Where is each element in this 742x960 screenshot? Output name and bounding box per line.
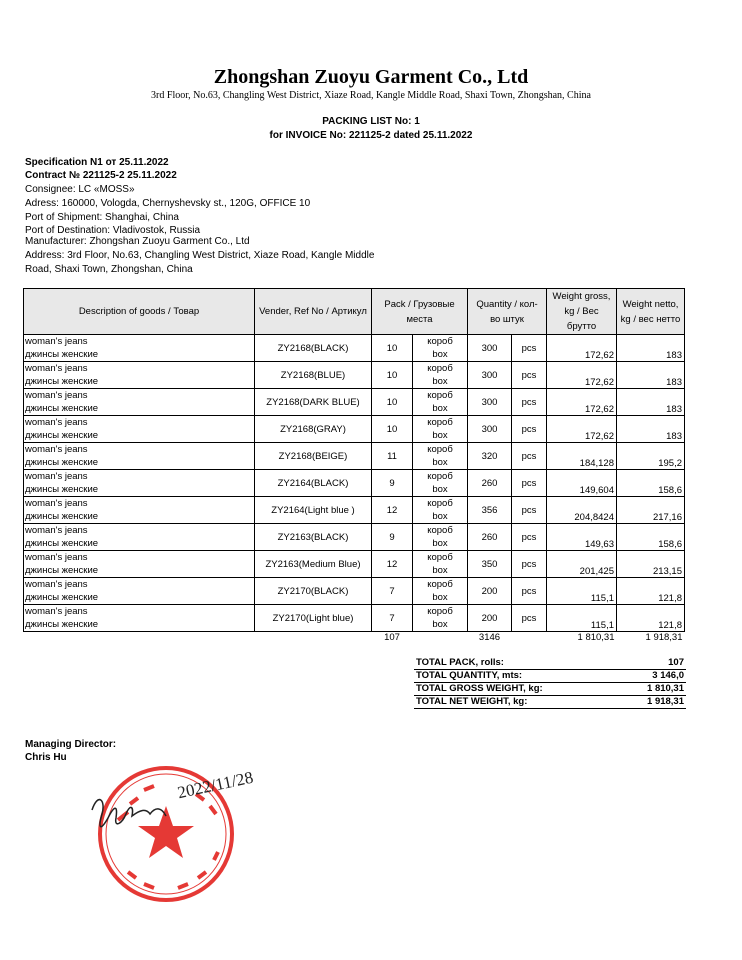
item-pack-unit: короб box — [413, 443, 468, 470]
item-ref: ZY2164(Light blue ) — [255, 497, 372, 524]
header-description: Description of goods / Товар — [24, 289, 255, 335]
item-pack: 11 — [372, 443, 413, 470]
item-weight-net: 183 — [617, 335, 685, 362]
item-quantity-unit: pcs — [512, 497, 547, 524]
item-quantity: 300 — [468, 416, 512, 443]
item-weight-net: 217,16 — [617, 497, 685, 524]
consignee: Consignee: LC «MOSS» — [25, 184, 135, 195]
total-pack: 107 — [384, 632, 400, 643]
item-description: woman's jeans джинсы женские — [24, 524, 255, 551]
item-weight-gross: 201,425 — [547, 551, 617, 578]
manufacturer: Manufacturer: Zhongshan Zuoyu Garment Co., Ltd — [25, 236, 250, 247]
item-ref: ZY2170(BLACK) — [255, 578, 372, 605]
item-pack-unit: короб box — [413, 362, 468, 389]
header-quantity: Quantity / кол- во штук — [468, 289, 547, 335]
item-quantity: 260 — [468, 470, 512, 497]
item-weight-gross: 172,62 — [547, 362, 617, 389]
item-pack: 9 — [372, 524, 413, 551]
item-description: woman's jeans джинсы женские — [24, 416, 255, 443]
summary-label: TOTAL PACK, rolls: — [414, 657, 621, 670]
port-of-destination: Port of Destination: Vladivostok, Russia — [25, 225, 201, 236]
table-row — [24, 335, 685, 362]
item-weight-net: 195,2 — [617, 443, 685, 470]
summary-row — [414, 670, 686, 683]
item-quantity: 320 — [468, 443, 512, 470]
item-pack-unit: короб box — [413, 578, 468, 605]
company-name: Zhongshan Zuoyu Garment Co., Ltd — [213, 66, 529, 88]
item-quantity: 200 — [468, 605, 512, 632]
item-ref: ZY2168(BEIGE) — [255, 443, 372, 470]
manufacturer-address-line2: Road, Shaxi Town, Zhongshan, China — [25, 264, 193, 275]
company-address: 3rd Floor, No.63, Changling West District, Xiaze Road, Kangle Middle Road, Shaxi Town, Zhongshan, China — [151, 90, 591, 101]
item-quantity: 300 — [468, 335, 512, 362]
item-quantity-unit: pcs — [512, 389, 547, 416]
item-pack: 12 — [372, 551, 413, 578]
item-quantity-unit: pcs — [512, 335, 547, 362]
item-weight-gross: 149,63 — [547, 524, 617, 551]
table-row — [24, 443, 685, 470]
manufacturer-address-line1: Address: 3rd Floor, No.63, Changling West District, Xiaze Road, Kangle Middle — [25, 250, 375, 261]
item-description: woman's jeans джинсы женские — [24, 362, 255, 389]
totals-row — [24, 632, 685, 647]
item-weight-gross: 172,62 — [547, 335, 617, 362]
item-description: woman's jeans джинсы женские — [24, 497, 255, 524]
port-of-shipment: Port of Shipment: Shanghai, China — [25, 212, 179, 223]
item-ref: ZY2164(BLACK) — [255, 470, 372, 497]
item-weight-net: 183 — [617, 362, 685, 389]
item-quantity-unit: pcs — [512, 578, 547, 605]
item-weight-gross: 115,1 — [547, 578, 617, 605]
item-weight-gross: 204,8424 — [547, 497, 617, 524]
specification: Specification N1 от 25.11.2022 — [25, 157, 169, 168]
item-quantity: 300 — [468, 362, 512, 389]
contract: Contract № 221125-2 25.11.2022 — [25, 170, 177, 181]
item-pack-unit: короб box — [413, 605, 468, 632]
summary-row — [414, 657, 686, 670]
table-row — [24, 605, 685, 632]
item-pack-unit: короб box — [413, 497, 468, 524]
table-header-row — [24, 289, 685, 335]
item-quantity: 350 — [468, 551, 512, 578]
summary-value: 1 810,31 — [621, 683, 686, 696]
item-weight-net: 121,8 — [617, 605, 685, 632]
item-weight-net: 183 — [617, 416, 685, 443]
item-weight-net: 183 — [617, 389, 685, 416]
signature-date: 2022/11/28 — [175, 767, 255, 803]
item-pack-unit: короб box — [413, 416, 468, 443]
table-row — [24, 470, 685, 497]
item-ref: ZY2163(BLACK) — [255, 524, 372, 551]
item-pack-unit: короб box — [413, 551, 468, 578]
signatory-name: Chris Hu — [25, 752, 67, 763]
item-pack-unit: короб box — [413, 470, 468, 497]
goods-table — [23, 288, 685, 646]
item-pack-unit: короб box — [413, 524, 468, 551]
item-weight-gross: 184,128 — [547, 443, 617, 470]
company-stamp — [78, 760, 278, 910]
item-weight-net: 213,15 — [617, 551, 685, 578]
table-row — [24, 389, 685, 416]
item-ref: ZY2168(BLUE) — [255, 362, 372, 389]
item-ref: ZY2170(Light blue) — [255, 605, 372, 632]
item-quantity-unit: pcs — [512, 524, 547, 551]
item-weight-gross: 149,604 — [547, 470, 617, 497]
item-quantity-unit: pcs — [512, 416, 547, 443]
item-quantity: 260 — [468, 524, 512, 551]
summary-row — [414, 683, 686, 696]
summary-label: TOTAL QUANTITY, mts: — [414, 670, 621, 683]
item-description: woman's jeans джинсы женские — [24, 470, 255, 497]
table-row — [24, 578, 685, 605]
summary-value: 107 — [621, 657, 686, 670]
table-row — [24, 524, 685, 551]
summary-value: 3 146,0 — [621, 670, 686, 683]
item-weight-gross: 172,62 — [547, 416, 617, 443]
item-ref: ZY2168(BLACK) — [255, 335, 372, 362]
item-description: woman's jeans джинсы женские — [24, 578, 255, 605]
item-quantity: 300 — [468, 389, 512, 416]
summary-value: 1 918,31 — [621, 696, 686, 709]
item-ref: ZY2163(Medium Blue) — [255, 551, 372, 578]
item-quantity-unit: pcs — [512, 443, 547, 470]
table-row — [24, 362, 685, 389]
header-pack: Pack / Грузовые места — [372, 289, 468, 335]
header-weight-net: Weight netto, kg / вес нетто — [617, 289, 685, 335]
item-pack: 9 — [372, 470, 413, 497]
table-row — [24, 416, 685, 443]
item-weight-gross: 172,62 — [547, 389, 617, 416]
item-pack-unit: короб box — [413, 389, 468, 416]
summary-label: TOTAL NET WEIGHT, kg: — [414, 696, 621, 709]
header-weight-gross: Weight gross, kg / Вес брутто — [547, 289, 617, 335]
item-weight-net: 158,6 — [617, 524, 685, 551]
summary-table — [414, 657, 686, 709]
item-pack: 7 — [372, 605, 413, 632]
item-weight-net: 158,6 — [617, 470, 685, 497]
header-vendor: Vender, Ref No / Артикул — [255, 289, 372, 335]
total-weight-gross: 1 810,31 — [577, 632, 615, 643]
item-pack: 12 — [372, 497, 413, 524]
item-quantity-unit: pcs — [512, 605, 547, 632]
item-quantity: 200 — [468, 578, 512, 605]
item-quantity-unit: pcs — [512, 470, 547, 497]
item-weight-gross: 115,1 — [547, 605, 617, 632]
table-row — [24, 497, 685, 524]
invoice-reference: for INVOICE No: 221125-2 dated 25.11.2022 — [269, 130, 473, 141]
item-ref: ZY2168(GRAY) — [255, 416, 372, 443]
consignee-address: Adress: 160000, Vologda, Chernyshevsky st., 120G, OFFICE 10 — [25, 198, 311, 209]
item-weight-net: 121,8 — [617, 578, 685, 605]
total-quantity: 3146 — [478, 632, 501, 643]
item-description: woman's jeans джинсы женские — [24, 389, 255, 416]
summary-row — [414, 696, 686, 709]
item-quantity: 356 — [468, 497, 512, 524]
signatory-title: Managing Director: — [25, 739, 117, 750]
item-description: woman's jeans джинсы женские — [24, 443, 255, 470]
item-pack: 10 — [372, 362, 413, 389]
table-row — [24, 551, 685, 578]
packing-list-number: PACKING LIST No: 1 — [322, 116, 420, 127]
item-description: woman's jeans джинсы женские — [24, 335, 255, 362]
item-pack-unit: короб box — [413, 335, 468, 362]
item-quantity-unit: pcs — [512, 362, 547, 389]
item-ref: ZY2168(DARK BLUE) — [255, 389, 372, 416]
total-weight-net: 1 918,31 — [645, 632, 683, 643]
item-description: woman's jeans джинсы женские — [24, 605, 255, 632]
item-description: woman's jeans джинсы женские — [24, 551, 255, 578]
item-quantity-unit: pcs — [512, 551, 547, 578]
summary-label: TOTAL GROSS WEIGHT, kg: — [414, 683, 621, 696]
item-pack: 10 — [372, 335, 413, 362]
item-pack: 10 — [372, 389, 413, 416]
item-pack: 10 — [372, 416, 413, 443]
item-pack: 7 — [372, 578, 413, 605]
